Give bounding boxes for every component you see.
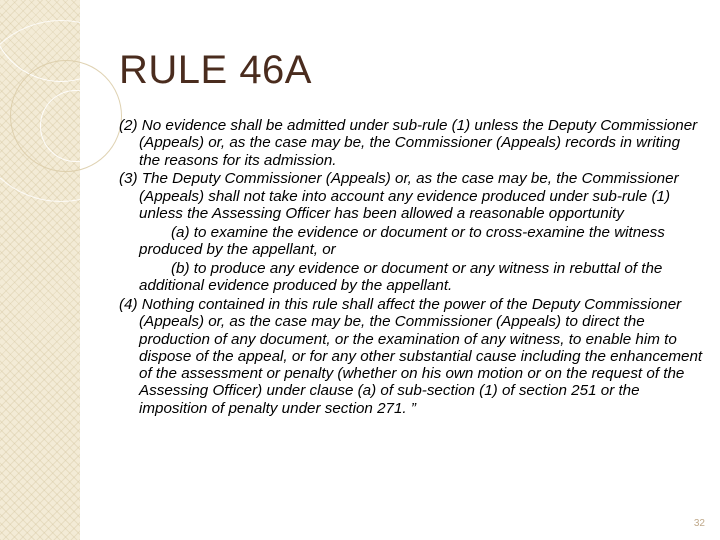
- paragraph-4: (4) Nothing contained in this rule shall affect the power of the Deputy Commissioner (Appeals) or, as the case may be, the Commissioner (Appeals) to direct the production of any document, or the examination of any witness, to enable him to dispose of the appeal, or for any other substantial cause including the enhancement of the assessment or penalty (whether on his own motion or on the request of the Assessing Officer) under clause (a) of sub-section (1) of section 251 or the imposition of penalty under section 271. ”: [119, 295, 703, 417]
- paragraph-3: (3) The Deputy Commissioner (Appeals) or, as the case may be, the Commissioner (Appeals) shall not take into account any evidence produced under sub-rule (1) unless the Assessing Officer has been allowed a reasonable opportunity: [119, 170, 679, 222]
- decorative-sidebar: [0, 0, 80, 540]
- paragraph-2: (2) No evidence shall be admitted under sub-rule (1) unless the Deputy Commissioner (Appeals) or, as the case may be, the Commissioner (Appeals) records in writing the reasons for its admission.: [119, 117, 698, 169]
- page-number: 32: [693, 518, 705, 529]
- slide-body: [119, 117, 704, 419]
- clause-a: (a) to examine the evidence or document or to cross-examine the witness produced by the appellant, or: [139, 223, 665, 259]
- clause-b: (b) to produce any evidence or document or any witness in rebuttal of the additional evidence produced by the appellant.: [139, 259, 663, 295]
- decorative-circle: [40, 90, 112, 162]
- slide-title: RULE 46A: [119, 48, 312, 92]
